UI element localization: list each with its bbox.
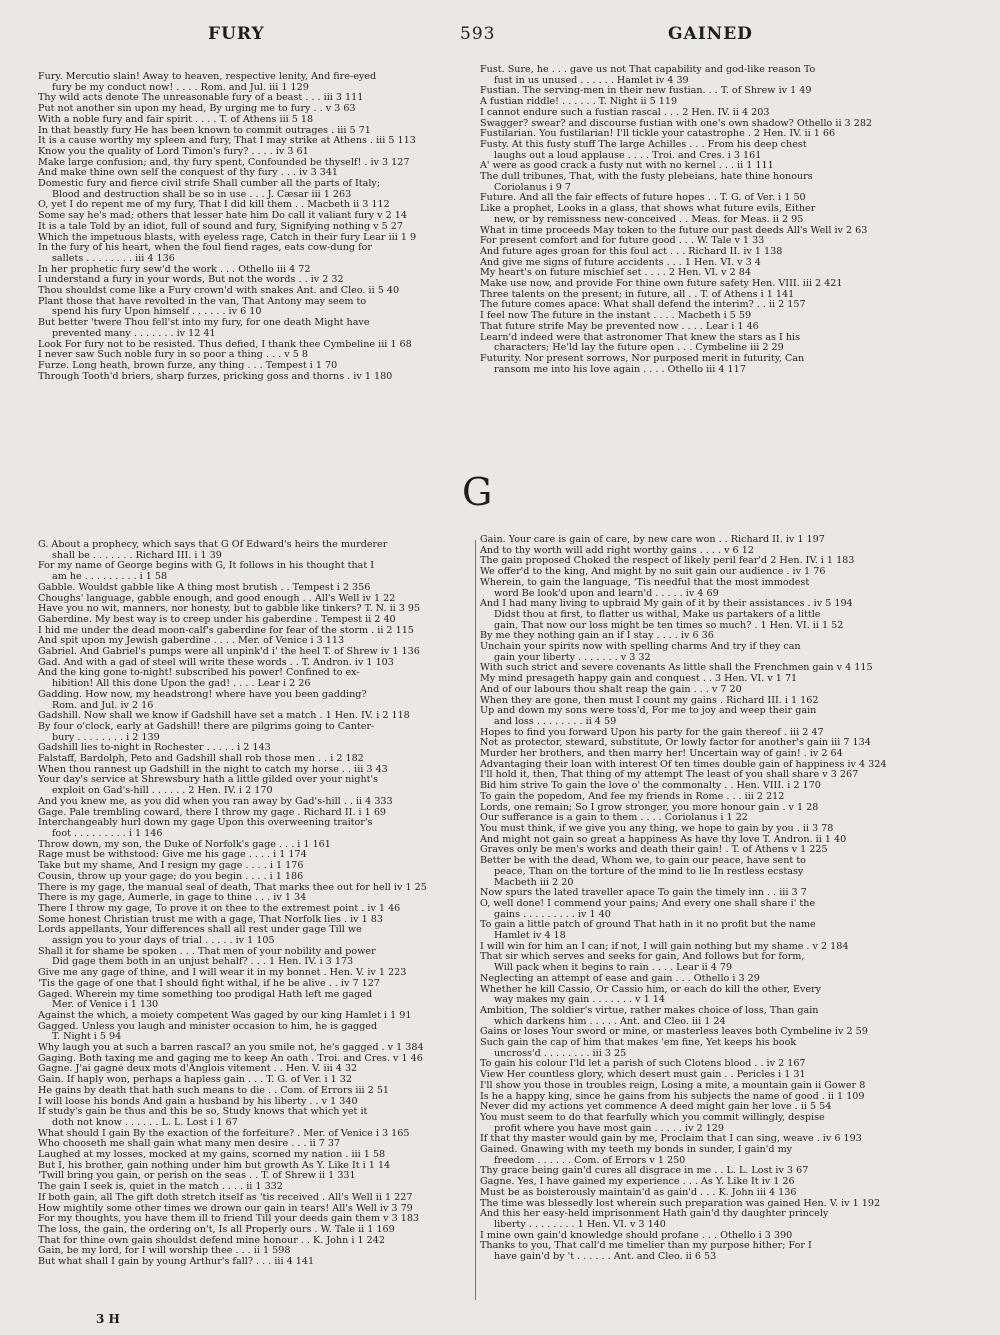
entry-line: Shall it for shame be spoken . . . That men of your nobility and power bbox=[38, 946, 376, 957]
entry-line: Whether he kill Cassio, Or Cassio him, or each do kill the other, Every bbox=[480, 984, 822, 995]
entry-line: The loss, the gain, the ordering on't, Is all Properly ours . W. Tale ii 1 169 bbox=[38, 1225, 395, 1235]
entry-line: Gagne. Yes, I have gained my experience . . . As Y. Like It iv 1 26 bbox=[480, 1177, 795, 1188]
entry-line: Gadding. How now, my headstrong! where have you been gadding? bbox=[38, 689, 367, 700]
entry-line: And of our labours thou shalt reap the gain . . . v 7 20 bbox=[480, 684, 742, 695]
entry-line: What in time proceeds May token to the future our past deeds All's Well iv 2 63 bbox=[480, 225, 868, 236]
entry-line: What should I gain By the exaction of the forfeiture? . Mer. of Venice i 3 165 bbox=[38, 1128, 410, 1139]
entry-line: Like a prophet, Looks in a glass, that shows what future evils, Either bbox=[480, 204, 816, 215]
entry-line: assign you to your days of trial . . . . . iv 1 105 bbox=[52, 936, 275, 947]
entry-line: Must be as boisterously maintain'd as gain'd . . . K. John iii 4 136 bbox=[480, 1187, 797, 1198]
entry-line: Three talents on the present; in future, all . . T. of Athens i 1 141 bbox=[480, 289, 795, 300]
entry-line: With such strict and severe covenants As little shall the Frenchmen gain v 4 115 bbox=[480, 663, 873, 674]
entry-line: Gaged. Wherein my time something too prodigal Hath left me gaged bbox=[38, 989, 373, 1000]
entry-line: But better 'twere Thou fell'st into my fury, for one death Might have bbox=[38, 318, 370, 329]
entry-line: Gaberdine. My best way is to creep under his gaberdine . Tempest ii 2 40 bbox=[38, 614, 396, 625]
entry-line: There I throw my gage, To prove it on thee to the extremest point . iv 1 46 bbox=[38, 903, 401, 914]
entry-line: Learn'd indeed were that astronomer That knew the stars as I his bbox=[480, 332, 801, 343]
entry-line: fury be my conduct now! . . . . Rom. and Jul. iii 1 129 bbox=[52, 82, 309, 93]
entry-line: Fusty. At this fusty stuff The large Achilles . . . From his deep chest bbox=[480, 139, 807, 150]
entry-line: way makes my gain . . . . . . . v 1 14 bbox=[494, 995, 665, 1006]
entry-line: Furze. Long heath, brown furze, any thing . . . Tempest i 1 70 bbox=[38, 360, 338, 371]
entry-line: We offer'd to the king, And might by no suit gain our audience . iv 1 76 bbox=[480, 567, 826, 578]
entry-line: ransom me into his love again . . . . Othello iii 4 117 bbox=[494, 364, 746, 375]
entry-line: have gain'd by 't . . . . . . Ant. and Cleo. ii 6 53 bbox=[494, 1252, 717, 1263]
entry-line: new, or by remissness new-conceived . . Meas. for Meas. ii 2 95 bbox=[494, 214, 804, 225]
entry-line: and loss . . . . . . . . ii 4 59 bbox=[494, 716, 617, 727]
entry-line: To gain his colour I'ld let a parish of such Clotens blood . . iv 2 167 bbox=[480, 1059, 806, 1070]
entry-line: gains . . . . . . . . . iv 1 40 bbox=[494, 909, 611, 920]
signature-mark: 3 H bbox=[96, 1312, 120, 1326]
entry-line: Futurity. Nor present sorrows, Nor purposed merit in futurity, Can bbox=[480, 353, 805, 364]
entry-line: You must seem to do that fearfully which you commit willingly, despise bbox=[480, 1112, 825, 1123]
entry-line: Not as protector, steward, substitute, Or lowly factor for another's gain iii 7 134 bbox=[480, 738, 871, 749]
entry-line: Lords, one remain; So I grow stronger, you more honour gain . v 1 28 bbox=[480, 802, 819, 813]
entry-line: And give me signs of future accidents . . . 1 Hen. VI. v 3 4 bbox=[480, 257, 761, 268]
entry-line: Advantaging their loan with interest Of ten times double gain of happiness iv 4 324 bbox=[480, 759, 887, 770]
entry-line: laughs out a loud applause . . . . Troi. and Cres. i 3 161 bbox=[494, 150, 762, 161]
entry-line: The time was blessedly lost wherein such preparation was gained Hen. V. iv 1 192 bbox=[480, 1198, 881, 1209]
entry-line: Blood and destruction shall be so in use . . . J. Cæsar iii 1 263 bbox=[52, 189, 352, 200]
header-right-keyword: GAINED bbox=[668, 24, 753, 44]
column-fury bbox=[38, 72, 470, 407]
entry-line: Hamlet iv 4 18 bbox=[494, 931, 566, 942]
entry-line: Why laugh you at such a barren rascal? an you smile not, he's gagged . v 1 384 bbox=[38, 1043, 424, 1054]
entry-line: My heart's on future mischief set . . . . 2 Hen. VI. v 2 84 bbox=[480, 268, 752, 279]
entry-line: A' were as good crack a fusty nut with no kernel . . . ii 1 111 bbox=[480, 161, 774, 172]
entry-line: Never did my actions yet commence A deed might gain her love . ii 5 54 bbox=[480, 1102, 832, 1113]
entry-line: Which the impetuous blasts, with eyeless rage, Catch in their fury Lear iii 1 9 bbox=[38, 232, 417, 243]
entry-line: O, yet I do repent me of my fury, That I did kill them . . Macbeth ii 3 112 bbox=[38, 200, 390, 211]
entry-line: I understand a fury in your words, But not the words . . iv 2 32 bbox=[38, 275, 344, 286]
entry-line: You must think, if we give you any thing, we hope to gain by you . ii 3 78 bbox=[480, 823, 834, 834]
entry-line: T. Night i 5 94 bbox=[52, 1032, 122, 1043]
entry-line: And I had many living to upbraid My gain of it by their assistances . iv 5 194 bbox=[480, 599, 853, 610]
column-gain-gained bbox=[480, 535, 920, 1315]
entry-line: foot . . . . . . . . . i 1 146 bbox=[52, 828, 163, 839]
entry-line: Gained. Gnawing with my teeth my bonds in sunder, I gain'd my bbox=[480, 1145, 793, 1156]
entry-line: Domestic fury and fierce civil strife Shall cumber all the parts of Italy; bbox=[38, 179, 381, 190]
entry-line: There is my gage, Aumerle, in gage to thine . . . iv 1 34 bbox=[38, 893, 307, 904]
entry-line: Wherein, to gain the language, 'Tis needful that the most immodest bbox=[480, 577, 810, 588]
entry-line: Gad. And with a gad of steel will write these words . . T. Andron. iv 1 103 bbox=[38, 657, 394, 668]
entry-line: Will pack when it begins to rain . . . . Lear ii 4 79 bbox=[494, 963, 733, 974]
entry-line: Future. And all the fair effects of future hopes . . T. G. of Ver. i 1 50 bbox=[480, 193, 806, 204]
section-letter: G bbox=[462, 470, 493, 514]
entry-line: Mer. of Venice i 1 130 bbox=[52, 1000, 159, 1011]
entry-line: Who chooseth me shall gain what many men desire . . . ii 7 37 bbox=[38, 1139, 341, 1150]
entry-line: Your day's service at Shrewsbury hath a little gilded over your night's bbox=[38, 775, 379, 786]
entry-line: Thanks to you, That call'd me timelier than my purpose hither; For I bbox=[480, 1241, 812, 1252]
entry-line: 'Tis the gage of one that I should fight withal, if he be alive . . iv 7 127 bbox=[38, 978, 380, 989]
entry-line: When they are gone, then must I count my gains . Richard III. i 1 162 bbox=[480, 695, 819, 706]
entry-line: shall be . . . . . . . Richard III. i 1 39 bbox=[52, 550, 222, 561]
entry-line: doth not know . . . . . . L. L. Lost i 1 67 bbox=[52, 1117, 238, 1128]
entry-line: freedom . . . . . . Com. of Errors v 1 250 bbox=[494, 1155, 686, 1166]
entry-line: I cannot endure such a fustian rascal . . . 2 Hen. IV. ii 4 203 bbox=[480, 107, 770, 118]
entry-line: By me they nothing gain an if I stay . . . . iv 6 36 bbox=[480, 631, 714, 642]
entry-line: Our sufferance is a gain to them . . . . Coriolanus i 1 22 bbox=[480, 813, 748, 824]
entry-line: Cousin, throw up your gage; do you begin . . . . i 1 186 bbox=[38, 871, 304, 882]
entry-line: I will loose his bonds And gain a husband by his liberty . . v 1 340 bbox=[38, 1096, 358, 1107]
entry-line: For my thoughts, you have them ill to friend Till your deeds gain them v 3 183 bbox=[38, 1214, 420, 1225]
entry-line: By four o'clock, early at Gadshill! there are pilgrims going to Canter- bbox=[38, 721, 375, 732]
entry-line: Put not another sin upon my head, By urging me to fury . . v 3 63 bbox=[38, 104, 356, 115]
entry-line: Bid him strive To gain the love o' the commonalty . . Hen. VIII. i 2 170 bbox=[480, 781, 821, 792]
entry-line: Falstaff, Bardolph, Peto and Gadshill shall rob those men . . i 2 182 bbox=[38, 754, 364, 765]
entry-line: Fury. Mercutio slain! Away to heaven, respective lenity, And fire-eyed bbox=[38, 72, 377, 82]
entry-line: If that thy master would gain by me, Proclaim that I can sing, weave . iv 6 193 bbox=[480, 1134, 862, 1145]
entry-line: Lords appellants, Your differences shall all rest under gage Till we bbox=[38, 925, 362, 936]
column-g-gain bbox=[38, 540, 478, 1310]
entry-line: liberty . . . . . . . . 1 Hen. VI. v 3 140 bbox=[494, 1220, 666, 1230]
entry-line: prevented many . . . . . . . iv 12 41 bbox=[52, 328, 216, 339]
entry-line: Rage must be withstood: Give me his gage . . . . i 1 174 bbox=[38, 850, 307, 861]
entry-line: Gagne. J'ai gagné deux mots d'Anglois vitement . . Hen. V. iii 4 32 bbox=[38, 1064, 358, 1075]
entry-line: am he . . . . . . . . . i 1 58 bbox=[52, 572, 168, 583]
entry-line: Unchain your spirits now with spelling charms And try if they can bbox=[480, 642, 801, 653]
entry-line: Ambition, The soldier's virtue, rather makes choice of loss, Than gain bbox=[480, 1005, 819, 1016]
entry-line: Did gage them both in an unjust behalf? . . . 1 Hen. IV. i 3 173 bbox=[52, 957, 354, 968]
entry-line: Fustilarian. You fustilarian! I'll tickle your catastrophe . 2 Hen. IV. ii 1 66 bbox=[480, 129, 836, 140]
entry-line: A fustian riddle! . . . . . . T. Night ii 5 119 bbox=[480, 97, 678, 108]
entry-line: With a noble fury and fair spirit . . . . T. of Athens iii 5 18 bbox=[38, 114, 314, 125]
entry-line: I mine own gain'd knowledge should profane . . . Othello i 3 390 bbox=[480, 1230, 793, 1241]
entry-line: Through Tooth'd briers, sharp furzes, pricking goss and thorns . iv 1 180 bbox=[38, 371, 393, 382]
entry-line: Make use now, and provide For thine own future safety Hen. VIII. iii 2 421 bbox=[480, 279, 843, 290]
entry-line: The future comes apace: What shall defend the interim? . . ii 2 157 bbox=[480, 300, 806, 311]
entry-line: And spit upon my Jewish gaberdine . . . . Mer. of Venice i 3 113 bbox=[38, 636, 345, 647]
entry-line: Is he a happy king, since he gains from his subjects the name of good . ii 1 109 bbox=[480, 1091, 865, 1102]
entry-line: Some honest Christian trust me with a gage, That Norfolk lies . iv 1 83 bbox=[38, 914, 383, 925]
entry-line: In the fury of his heart, when the foul fiend rages, eats cow-dung for bbox=[38, 243, 372, 254]
entry-line: That future strife May be prevented now . . . . Lear i 1 46 bbox=[480, 321, 759, 332]
entry-line: That for thine own gain shouldst defend mine honour . . K. John i 1 242 bbox=[38, 1235, 385, 1246]
entry-line: profit where you have most gain . . . . . iv 2 129 bbox=[494, 1123, 725, 1134]
entry-line: Swagger? swear? and discourse fustian with one's own shadow? Othello ii 3 282 bbox=[480, 118, 873, 129]
entry-line: Gage. Pale trembling coward, there I throw my gage . Richard II. i 1 69 bbox=[38, 807, 387, 818]
entry-line: Rom. and Jul. iv 2 16 bbox=[52, 700, 154, 711]
entry-line: Coriolanus i 9 7 bbox=[494, 182, 572, 193]
entry-line: spend his fury Upon himself . . . . . . iv 6 10 bbox=[52, 307, 262, 318]
entry-line: Some say he's mad; others that lesser hate him Do call it valiant fury v 2 14 bbox=[38, 211, 407, 222]
entry-line: And future ages groan for this foul act . . . Richard II. iv 1 138 bbox=[480, 246, 783, 257]
entry-line: Thy grace being gain'd cures all disgrace in me . . L. L. Lost iv 3 67 bbox=[480, 1166, 809, 1177]
entry-line: I'll hold it, then, That thing of my attempt The least of you shall share v 3 267 bbox=[480, 770, 859, 781]
entry-line: exploit on Gad's-hill . . . . . . 2 Hen. IV. i 2 170 bbox=[52, 786, 273, 797]
entry-line: Make large confusion; and, thy fury spent, Confounded be thyself! . iv 3 127 bbox=[38, 157, 410, 168]
entry-line: Hopes to find you forward Upon his party for the gain thereof . iii 2 47 bbox=[480, 727, 824, 738]
entry-line: I hid me under the dead moon-calf's gaberdine for fear of the storm . ii 2 115 bbox=[38, 625, 414, 636]
entry-line: G. About a prophecy, which says that G Of Edward's heirs the murderer bbox=[38, 540, 388, 550]
entry-line: gain, That now our loss might be ten times so much? . 1 Hen. VI. ii 1 52 bbox=[494, 620, 844, 631]
entry-line: For present comfort and for future good . . . W. Tale v 1 33 bbox=[480, 236, 765, 247]
entry-line: Better be with the dead, Whom we, to gain our peace, have sent to bbox=[480, 856, 806, 867]
entry-line: uncross'd . . . . . . . . iii 3 25 bbox=[494, 1048, 627, 1059]
entry-line: And you knew me, as you did when you ran away by Gad's-hill . . ii 4 333 bbox=[38, 796, 393, 807]
entry-line: In that beastly fury He has been known to commit outrages . iii 5 71 bbox=[38, 125, 371, 136]
entry-line: But what shall I gain by young Arthur's fall? . . . iii 4 141 bbox=[38, 1257, 315, 1268]
entry-line: And might not gain so great a happiness As have thy love T. Andron. ii 1 40 bbox=[480, 834, 847, 845]
entry-line: Interchangeably hurl down my gage Upon this overweening traitor's bbox=[38, 818, 373, 829]
entry-line: gain your liberty . . . . . . . v 3 32 bbox=[494, 652, 651, 663]
entry-line: Plant those that have revolted in the van, That Antony may seem to bbox=[38, 296, 367, 307]
entry-line: View Her countless glory, which desert must gain . . Pericles i 1 31 bbox=[480, 1070, 806, 1081]
entry-line: The gain I seek is, quiet in the match . . . . ii 1 332 bbox=[38, 1182, 283, 1193]
entry-line: Graves only be men's works and death their gain! . T. of Athens v 1 225 bbox=[480, 845, 828, 856]
entry-line: Throw down, my son, the Duke of Norfolk's gage . . . i 1 161 bbox=[38, 839, 331, 850]
page-header bbox=[0, 20, 1000, 50]
entry-line: It is a tale Told by an idiot, full of sound and fury, Signifying nothing v 5 27 bbox=[38, 221, 404, 232]
entry-line: bury . . . . . . . . i 2 139 bbox=[52, 732, 160, 743]
entry-line: Gabriel. And Gabriel's pumps were all unpink'd i' the heel T. of Shrew iv 1 136 bbox=[38, 647, 420, 658]
entry-line: Give me any gage of thine, and I will wear it in my bonnet . Hen. V. iv 1 223 bbox=[38, 968, 407, 979]
entry-line: Gadshill. Now shall we know if Gadshill have set a match . 1 Hen. IV. i 2 118 bbox=[38, 711, 410, 722]
entry-line: If study's gain be thus and this be so, Study knows that which yet it bbox=[38, 1107, 368, 1118]
entry-line: Gabble. Wouldst gabble like A thing most brutish . . Tempest i 2 356 bbox=[38, 582, 371, 593]
entry-line: Laughed at my losses, mocked at my gains, scorned my nation . iii 1 58 bbox=[38, 1150, 386, 1161]
entry-line: To gain the popedom, And fee my friends in Rome . . . iii 2 212 bbox=[480, 791, 785, 802]
entry-line: If both gain, all The gift doth stretch itself as 'tis received . All's Well ii 1 227 bbox=[38, 1192, 413, 1203]
entry-line: Thy wild acts denote The unreasonable fury of a beast . . . iii 3 111 bbox=[38, 93, 364, 104]
entry-line: Didst thou at first, to flatter us withal, Make us partakers of a little bbox=[494, 609, 821, 620]
entry-line: When thou rannest up Gadshill in the night to catch my horse . . iii 3 43 bbox=[38, 764, 388, 775]
entry-line: Against the which, a moiety competent Was gaged by our king Hamlet i 1 91 bbox=[38, 1010, 412, 1021]
entry-line: That sir which serves and seeks for gain, And follows but for form, bbox=[480, 952, 805, 963]
entry-line: Gain. Your care is gain of care, by new care won . . Richard II. iv 1 197 bbox=[480, 535, 825, 545]
page-number: 593 bbox=[460, 24, 496, 44]
entry-line: characters; He'ld lay the future open . . . Cymbeline iii 2 29 bbox=[494, 343, 784, 354]
entry-line: Have you no wit, manners, nor honesty, but to gabble like tinkers? T. N. ii 3 95 bbox=[38, 604, 421, 615]
entry-line: Gadshill lies to-night in Rochester . . . . . i 2 143 bbox=[38, 743, 271, 754]
entry-line: Murder her brothers, and then marry her! Uncertain way of gain! . iv 2 64 bbox=[480, 749, 843, 760]
entry-line: And the king gone to-night! subscribed his power! Confined to ex- bbox=[38, 668, 360, 679]
header-left-keyword: FURY bbox=[208, 24, 265, 44]
entry-line: And make thine own self the conquest of thy fury . . . iv 3 341 bbox=[38, 168, 339, 179]
entry-line: Fustian. The serving-men in their new fustian. . . T. of Shrew iv 1 49 bbox=[480, 86, 812, 97]
entry-line: Now spurs the lated traveller apace To gain the timely inn . . iii 3 7 bbox=[480, 888, 807, 899]
entry-line: It is a cause worthy my spleen and fury, That I may strike at Athens . iii 5 113 bbox=[38, 136, 416, 147]
entry-line: Know you the quality of Lord Timon's fury? . . . . iv 3 61 bbox=[38, 146, 309, 157]
entry-line: Thou shouldst come like a Fury crown'd with snakes Ant. and Cleo. ii 5 40 bbox=[38, 286, 400, 297]
entry-line: Fust. Sure, he . . . gave us not That capability and god-like reason To bbox=[480, 65, 816, 75]
column-fust bbox=[480, 65, 920, 390]
entry-line: sallets . . . . . . . . iii 4 136 bbox=[52, 253, 175, 264]
entry-line: word Be look'd upon and learn'd . . . . . iv 4 69 bbox=[494, 588, 719, 599]
entry-line: Look For fury not to be resisted. Thus defied, I thank thee Cymbeline iii 1 68 bbox=[38, 339, 412, 350]
entry-line: He gains by death that hath such means to die . . Com. of Errors iii 2 51 bbox=[38, 1085, 390, 1096]
entry-line: How mightily some other times we drown our gain in tears! All's Well iv 3 79 bbox=[38, 1203, 413, 1214]
entry-line: fust in us unused . . . . . . Hamlet iv 4 39 bbox=[494, 75, 689, 86]
entry-line: I never saw Such noble fury in so poor a thing . . . v 5 8 bbox=[38, 350, 309, 361]
entry-line: My mind presageth happy gain and conquest . . 3 Hen. VI. v 1 71 bbox=[480, 674, 798, 685]
entry-line: which darkens him . . . . . Ant. and Cleo. iii 1 24 bbox=[494, 1016, 726, 1027]
entry-line: Gain, be my lord, for I will worship thee . . . ii 1 598 bbox=[38, 1246, 291, 1257]
entry-line: Gains or loses Your sword or mine, or masterless leaves both Cymbeline iv 2 59 bbox=[480, 1027, 868, 1038]
entry-line: Gaging. Both taxing me and gaging me to keep An oath . Troi. and Cres. v 1 46 bbox=[38, 1053, 423, 1064]
entry-line: I feel now The future in the instant . . . . Macbeth i 5 59 bbox=[480, 311, 752, 322]
entry-line: The gain proposed Choked the respect of likely peril fear'd 2 Hen. IV. i 1 183 bbox=[480, 556, 855, 567]
entry-line: O, well done! I commend your pains; And every one shall share i' the bbox=[480, 898, 816, 909]
entry-line: And to thy worth will add right worthy gains . . . . v 6 12 bbox=[480, 545, 754, 556]
entry-line: Up and down my sons were toss'd, For me to joy and weep their gain bbox=[480, 706, 817, 717]
entry-line: The dull tribunes, That, with the fusty plebeians, hate thine honours bbox=[480, 172, 813, 183]
entry-line: For my name of George begins with G, It follows in his thought that I bbox=[38, 561, 375, 572]
entry-line: There is my gage, the manual seal of death, That marks thee out for hell iv 1 25 bbox=[38, 882, 427, 893]
entry-line: Macbeth iii 2 20 bbox=[494, 877, 574, 888]
entry-line: I'll show you those in troubles reign, Losing a mite, a mountain gain ii Gower 8 bbox=[480, 1080, 866, 1091]
entry-line: peace, Than on the torture of the mind to lie In restless ecstasy bbox=[494, 866, 804, 877]
entry-line: Such gain the cap of him that makes 'em fine, Yet keeps his book bbox=[480, 1038, 797, 1049]
entry-line: Choughs' language, gabble enough, and good enough . . All's Well iv 1 22 bbox=[38, 593, 396, 604]
entry-line: But I, his brother, gain nothing under him but growth As Y. Like It i 1 14 bbox=[38, 1160, 391, 1171]
entry-line: hibition! All this done Upon the gad! . . . . Lear i 2 26 bbox=[52, 679, 311, 690]
entry-line: To gain a little patch of ground That hath in it no profit but the name bbox=[480, 920, 816, 931]
entry-line: Gagged. Unless you laugh and minister occasion to him, he is gagged bbox=[38, 1021, 378, 1032]
entry-line: And this her easy-held imprisonment Hath gain'd thy daughter princely bbox=[480, 1209, 829, 1220]
entry-line: In her prophetic fury sew'd the work . . . Othello iii 4 72 bbox=[38, 264, 311, 275]
entry-line: Gain. If haply won, perhaps a hapless gain . . . T. G. of Ver. i 1 32 bbox=[38, 1075, 353, 1086]
entry-line: Neglecting an attempt of ease and gain . . . Othello i 3 29 bbox=[480, 973, 760, 984]
entry-line: I will win for him an I can; if not, I will gain nothing but my shame . v 2 184 bbox=[480, 941, 849, 952]
entry-line: 'Twill bring you gain, or perish on the seas . . T. of Shrew ii 1 331 bbox=[38, 1171, 356, 1182]
entry-line: Take but my shame, And I resign my gage . . . . i 1 176 bbox=[38, 861, 304, 872]
